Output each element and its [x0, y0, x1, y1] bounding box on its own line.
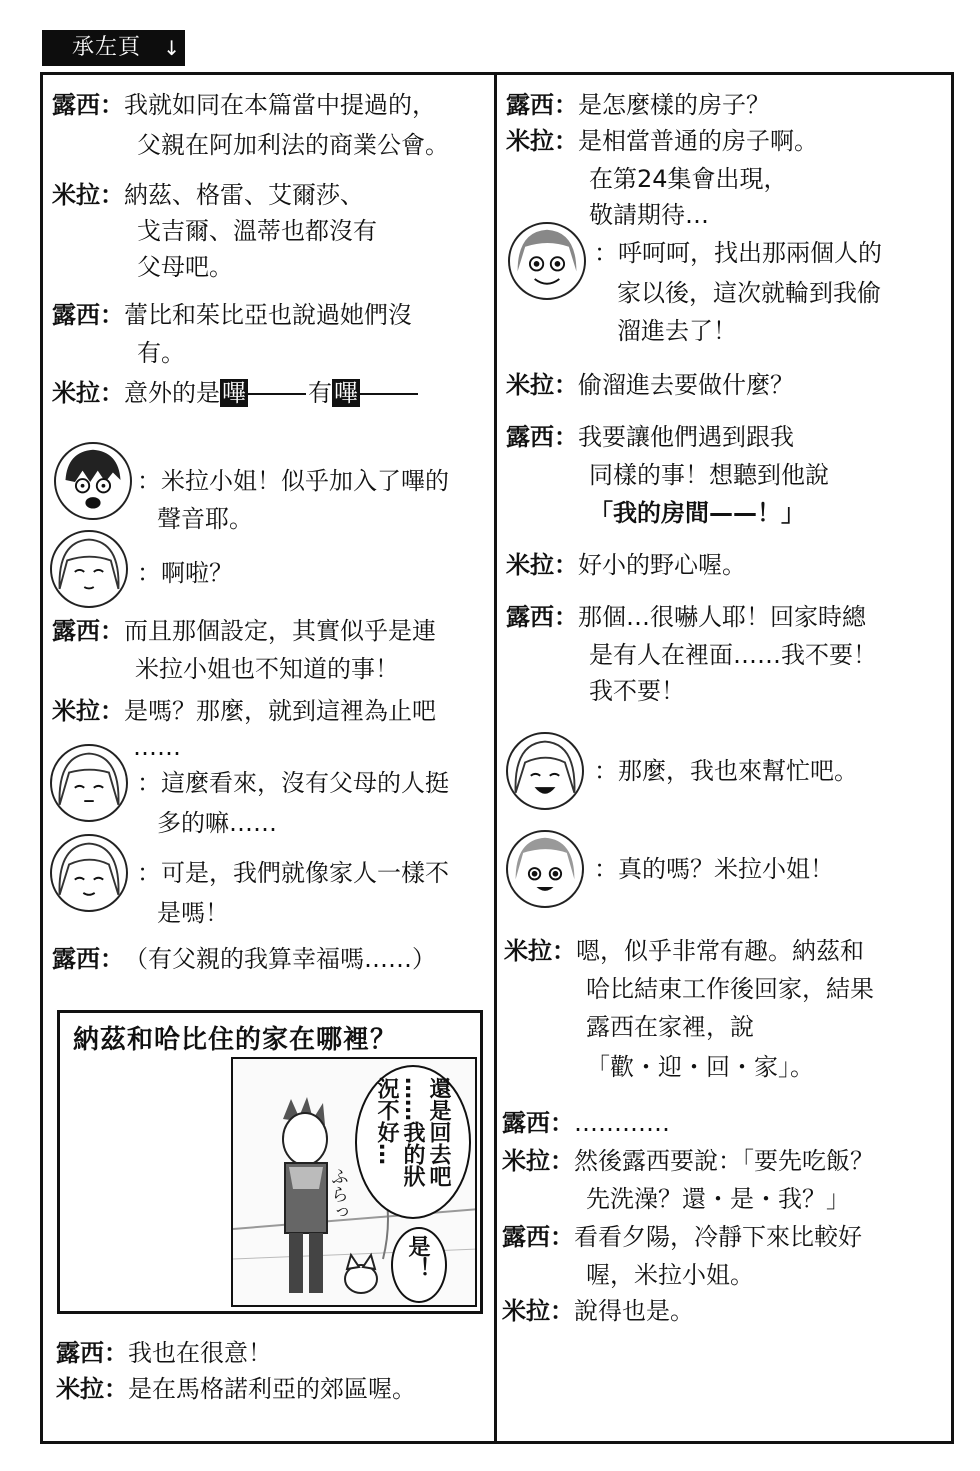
censor-bleep: 嗶	[222, 379, 246, 407]
dialogue-text: 偷溜進去要做什麼？	[578, 371, 794, 399]
dialogue-line	[589, 674, 685, 708]
dialogue-text: 是嗎？那麼，就到這裡為止吧	[124, 697, 436, 725]
dialogue-text: 父母吧。	[137, 253, 233, 281]
dialogue-line	[137, 336, 185, 370]
dialogue-text: 喔，米拉小姐。	[586, 1261, 754, 1289]
dialogue-line	[502, 1220, 862, 1254]
dialogue-line	[137, 464, 449, 498]
dialogue-line	[502, 1144, 874, 1178]
bubble-text: 是！	[405, 1235, 430, 1279]
sound-effect: ふらっ	[328, 1167, 349, 1221]
speaker-label: 米拉：	[52, 379, 124, 407]
speaker-label: 米拉：	[52, 697, 124, 725]
dialogue-text: 我就如同在本篇當中提過的，	[124, 91, 436, 119]
lucy-grin-face-icon	[508, 222, 586, 300]
dialogue-text: 父親在阿加利法的商業公會。	[137, 131, 449, 159]
dialogue-text: 是嗎！	[157, 899, 229, 927]
dialogue-text: ：啊啦？	[137, 559, 233, 587]
dialogue-line	[506, 368, 794, 402]
dialogue-line	[52, 614, 436, 648]
dialogue-text: 好小的野心喔。	[578, 551, 746, 579]
dialogue-text: 溜進去了！	[617, 317, 737, 345]
dialogue-text: 是相當普通的房子啊。	[578, 127, 818, 155]
bubble-text: ……我的狀況不好…	[374, 1077, 425, 1187]
bleep-dash	[360, 393, 418, 395]
dialogue-line	[157, 896, 229, 930]
speaker-label: 米拉：	[506, 127, 578, 155]
dialogue-text: 露西在家裡，說	[586, 1013, 754, 1041]
dialogue-text: 嗯，似乎非常有趣。納茲和	[576, 937, 864, 965]
speaker-label: 米拉：	[506, 371, 578, 399]
dialogue-line	[52, 88, 436, 122]
dialogue-text: 「歡・迎・回・家」。	[586, 1053, 814, 1081]
dialogue-line	[504, 934, 864, 968]
dialogue-text: 聲音耶。	[157, 505, 253, 533]
dialogue-line	[502, 1294, 694, 1328]
dialogue-line	[617, 276, 881, 310]
dialogue-line	[52, 376, 420, 410]
dialogue-line	[506, 420, 794, 454]
down-arrow-icon: ↓	[163, 36, 181, 60]
dialogue-line	[137, 214, 377, 248]
dialogue-line	[135, 652, 399, 686]
dialogue-line	[589, 458, 829, 492]
censor-bleep: 嗶	[334, 379, 358, 407]
speaker-label: 露西：	[502, 1223, 574, 1251]
dialogue-line	[137, 250, 233, 284]
speaker-label: 露西：	[56, 1339, 128, 1367]
dialogue-text: ：呼呵呵，找出那兩個人的	[594, 239, 882, 267]
dialogue-line	[594, 754, 858, 788]
dialogue-text: 納茲、格雷、艾爾莎、	[124, 181, 364, 209]
dialogue-line	[586, 1182, 850, 1216]
dialogue-line	[52, 942, 436, 976]
dialogue-text: 米拉小姐也不知道的事！	[135, 655, 399, 683]
dialogue-line	[157, 806, 277, 840]
dialogue-line	[137, 856, 449, 890]
dialogue-line	[594, 852, 834, 886]
dialogue-text: （有父親的我算幸福嗎……）	[124, 945, 436, 973]
dialogue-text: 家以後，這次就輪到我偷	[617, 279, 881, 307]
dialogue-text: 同樣的事！想聽到他說	[589, 461, 829, 489]
dialogue-text: 我要讓他們遇到跟我	[578, 423, 794, 451]
info-box	[57, 1010, 483, 1314]
dialogue-text: ：這麼看來，沒有父母的人挺	[137, 769, 449, 797]
dialogue-line	[506, 88, 770, 122]
dialogue-text: 我不要！	[589, 677, 685, 705]
dialogue-line	[506, 124, 818, 158]
mira-face-icon	[50, 530, 128, 608]
dialogue-text: 敬請期待…	[589, 201, 709, 229]
speaker-label: 露西：	[52, 91, 124, 119]
dialogue-text: 那個…很嚇人耶！回家時總	[578, 603, 866, 631]
speaker-label: 露西：	[52, 617, 124, 645]
dialogue-text: ：可是，我們就像家人一樣不	[137, 859, 449, 887]
dialogue-line	[137, 128, 449, 162]
column-divider	[494, 72, 497, 1444]
speaker-label: 米拉：	[504, 937, 576, 965]
dialogue-line	[56, 1372, 416, 1406]
dialogue-text: ：真的嗎？米拉小姐！	[594, 855, 834, 883]
bleep-dash	[248, 393, 306, 395]
lucy-shocked-face-icon	[54, 442, 132, 520]
speaker-label: 米拉：	[52, 181, 124, 209]
dialogue-text: ：米拉小姐！似乎加入了嗶的	[137, 467, 449, 495]
dialogue-text: 意外的是	[124, 379, 220, 407]
speaker-label: 米拉：	[506, 551, 578, 579]
dialogue-text: 在第24集會出現，	[589, 165, 788, 193]
dialogue-line	[617, 314, 737, 348]
dialogue-text: 先洗澡？還・是・我？」	[586, 1185, 850, 1213]
dialogue-text: 戈吉爾、溫蒂也都沒有	[137, 217, 377, 245]
dialogue-text: 看看夕陽，冷靜下來比較好	[574, 1223, 862, 1251]
dialogue-text: 多的嘛……	[157, 809, 277, 837]
dialogue-line	[506, 600, 866, 634]
speaker-label: 露西：	[502, 1109, 574, 1137]
dialogue-text: 有。	[137, 339, 185, 367]
dialogue-line	[502, 1106, 670, 1140]
speaker-label: 露西：	[506, 423, 578, 451]
dialogue-text: 是有人在裡面……我不要！	[589, 641, 877, 669]
continued-tab	[42, 30, 185, 66]
tab-label: 承左頁	[72, 35, 142, 60]
speaker-label: 露西：	[506, 603, 578, 631]
dialogue-line	[506, 548, 746, 582]
dialogue-line	[52, 178, 364, 212]
manga-panel	[231, 1057, 477, 1307]
bubble-text: 還是回去吧	[426, 1077, 451, 1187]
dialogue-text: 然後露西要說：「要先吃飯？	[574, 1147, 874, 1175]
mira-face-icon	[50, 744, 128, 822]
speaker-label: 米拉：	[502, 1297, 574, 1325]
dialogue-text: 「我的房間——！」	[589, 499, 805, 527]
dialogue-line	[137, 766, 449, 800]
dialogue-line	[56, 1336, 272, 1370]
speaker-label: 露西：	[52, 945, 124, 973]
dialogue-text: ……	[133, 733, 181, 761]
speaker-label: 露西：	[506, 91, 578, 119]
dialogue-line	[594, 236, 882, 270]
dialogue-line	[52, 694, 436, 728]
speaker-label: 米拉：	[502, 1147, 574, 1175]
dialogue-text: 說得也是。	[574, 1297, 694, 1325]
dialogue-text: 哈比結束工作後回家，結果	[586, 975, 874, 1003]
speaker-label: 米拉：	[56, 1375, 128, 1403]
mira-smile-face-icon	[506, 732, 584, 810]
mira-face-icon	[50, 834, 128, 912]
dialogue-line	[52, 298, 412, 332]
dialogue-line	[589, 198, 709, 232]
dialogue-line	[586, 972, 874, 1006]
dialogue-line	[137, 556, 233, 590]
dialogue-line	[586, 1050, 814, 1084]
dialogue-text: 有	[308, 379, 332, 407]
dialogue-text: 是在馬格諾利亞的郊區喔。	[128, 1375, 416, 1403]
dialogue-line	[157, 502, 253, 536]
dialogue-line	[589, 162, 788, 196]
dialogue-text: 蕾比和茱比亞也說過她們沒	[124, 301, 412, 329]
lucy-happy-face-icon	[506, 830, 584, 908]
dialogue-line	[586, 1010, 754, 1044]
speaker-label: 露西：	[52, 301, 124, 329]
dialogue-text: 而且那個設定，其實似乎是連	[124, 617, 436, 645]
dialogue-text: ：那麼，我也來幫忙吧。	[594, 757, 858, 785]
dialogue-text: 是怎麼樣的房子？	[578, 91, 770, 119]
box-title: 納茲和哈比住的家在哪裡？	[73, 1025, 398, 1055]
dialogue-text: …………	[574, 1109, 670, 1137]
dialogue-text: 我也在很意！	[128, 1339, 272, 1367]
dialogue-line	[133, 730, 181, 764]
dialogue-line	[589, 496, 805, 530]
dialogue-line	[586, 1258, 754, 1292]
dialogue-line	[589, 638, 877, 672]
